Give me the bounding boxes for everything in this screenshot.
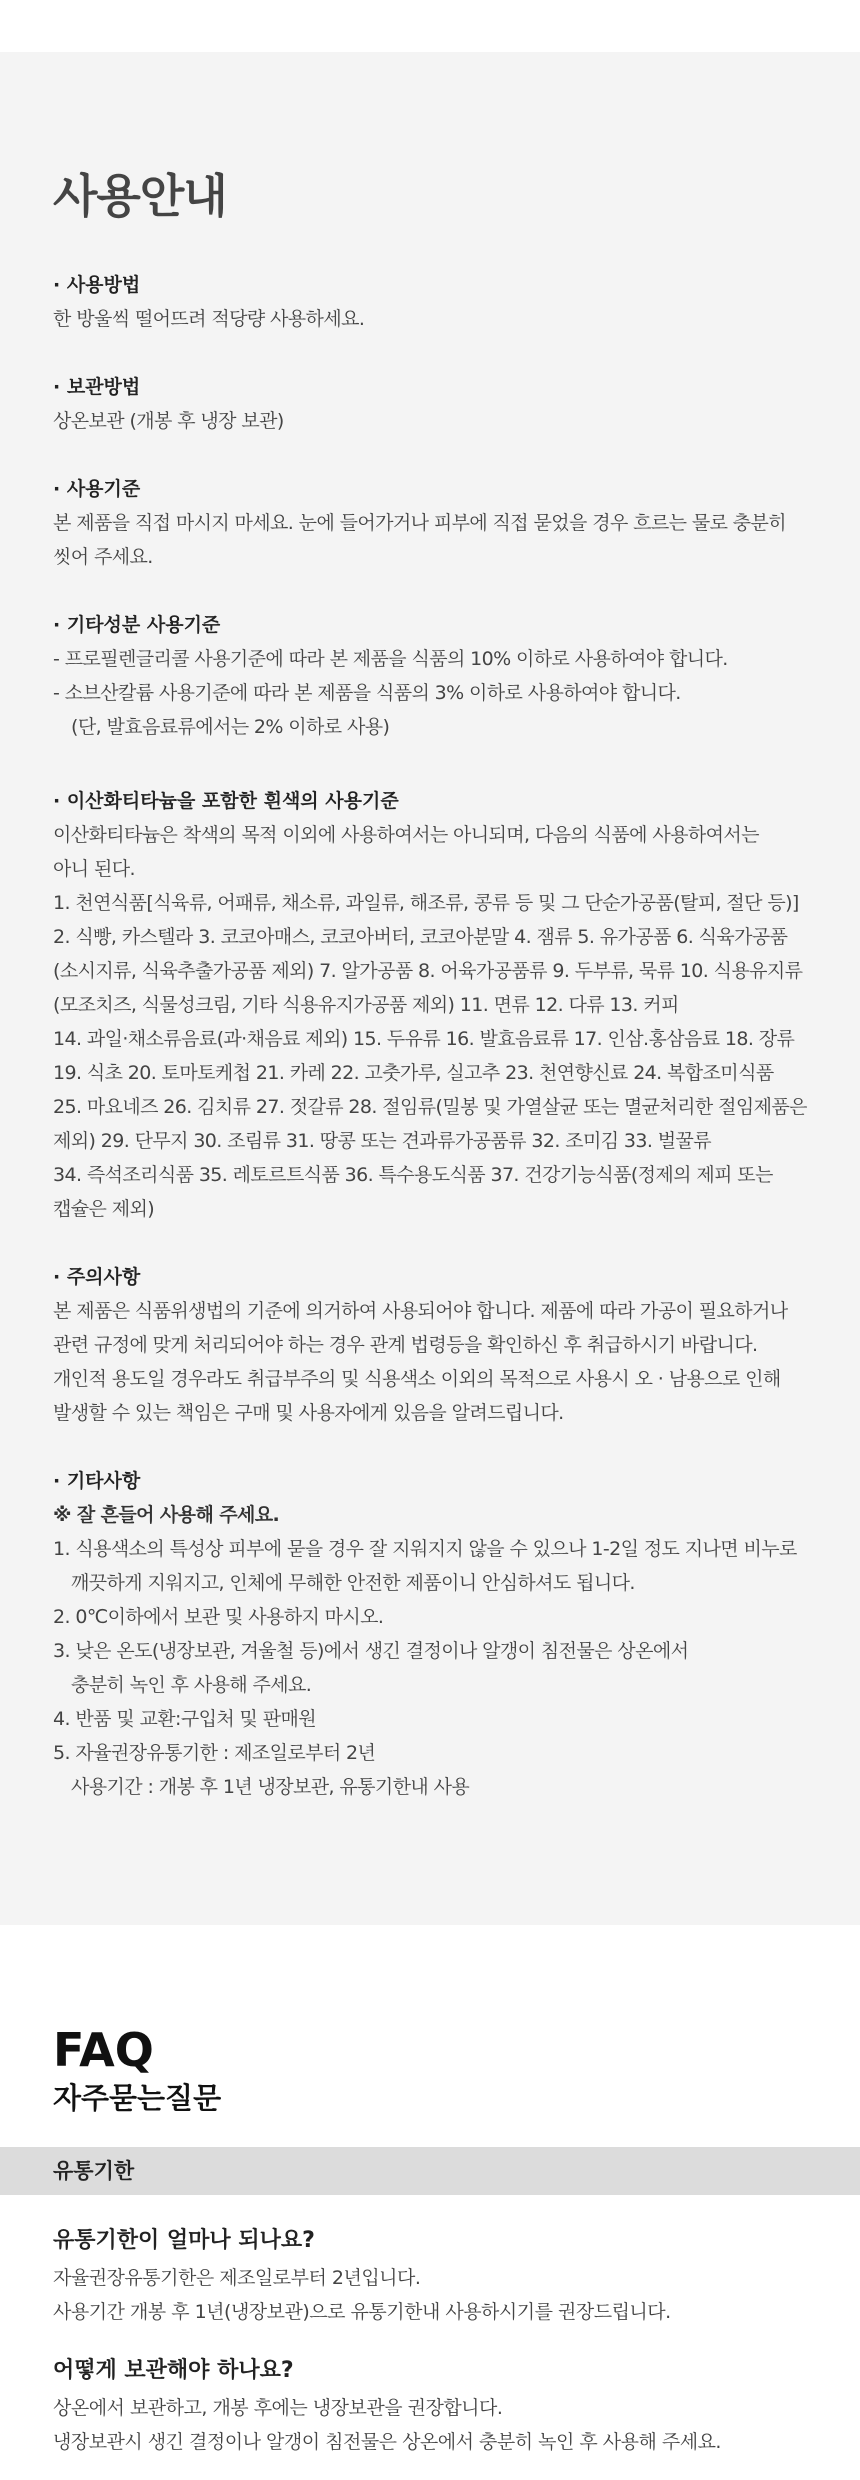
faq-question[interactable]: 유통기한이 얼마나 되나요?	[53, 2228, 315, 2253]
section-usage-standard	[53, 472, 807, 574]
faq-header	[0, 1925, 860, 2147]
section-text: 19. 식초 20. 토마토케첩 21. 카레 22. 고춧가루, 실고추 23. 천연향신료 24. 복합조미식품	[53, 1062, 774, 1084]
section-text: 깨끗하게 지워지고, 인체에 무해한 안전한 제품이니 안심하셔도 됩니다.	[71, 1572, 635, 1594]
section-text: (모조치즈, 식물성크림, 기타 식용유지가공품 제외) 11. 면류 12. 다류 13. 커피	[53, 994, 679, 1016]
section-title: · 이산화티타늄을 포함한 흰색의 사용기준	[53, 790, 399, 812]
section-text: 제외) 29. 단무지 30. 조림류 31. 땅콩 또는 견과류가공품류 32. 조미김 33. 벌꿀류	[53, 1130, 712, 1152]
section-text: 1. 식용색소의 특성상 피부에 묻을 경우 잘 지워지지 않을 수 있으나 1-2일 정도 지나면 비누로	[53, 1538, 797, 1560]
section-text: (소시지류, 식육추출가공품 제외) 7. 알가공품 8. 어육가공품류 9. 두부류, 묵류 10. 식용유지류	[53, 960, 803, 982]
faq-subtitle: 자주묻는질문	[53, 2081, 222, 2115]
section-usage-method	[53, 268, 807, 336]
section-text: 3. 낮은 온도(냉장보관, 겨울철 등)에서 생긴 결정이나 알갱이 침전물은 상온에서	[53, 1640, 689, 1662]
faq-title: FAQ	[53, 2023, 154, 2077]
faq-question[interactable]: 어떻게 보관해야 하나요?	[53, 2358, 294, 2383]
section-text: 개인적 용도일 경우라도 취급부주의 및 식용색소 이외의 목적으로 사용시 오 · 남용으로 인해	[53, 1368, 781, 1390]
usage-guide-title: 사용안내	[53, 169, 227, 223]
section-text: 34. 즉석조리식품 35. 레토르트식품 36. 특수용도식품 37. 건강기능식품(정제의 제피 또는	[53, 1164, 773, 1186]
section-text: 14. 과일·채소류음료(과·채음료 제외) 15. 두유류 16. 발효음료류 17. 인삼.홍삼음료 18. 장류	[53, 1028, 795, 1050]
section-text: 2. 0℃이하에서 보관 및 사용하지 마시오.	[53, 1606, 384, 1628]
section-text: (단, 발효음료류에서는 2% 이하로 사용)	[71, 716, 390, 738]
section-text: - 프로필렌글리콜 사용기준에 따라 본 제품을 식품의 10% 이하로 사용하여야 합니다.	[53, 648, 728, 670]
usage-guide-section	[0, 52, 860, 1925]
shake-notice: ※ 잘 흔들어 사용해 주세요.	[53, 1504, 280, 1526]
faq-item	[53, 2221, 807, 2329]
section-titanium-dioxide	[53, 784, 807, 1226]
section-title: · 보관방법	[53, 376, 141, 398]
section-text: 관련 규정에 맞게 처리되어야 하는 경우 관계 법령등을 확인하신 후 취급하시기 바랍니다.	[53, 1334, 758, 1356]
section-precautions	[53, 1260, 807, 1430]
section-text: 본 제품은 식품위생법의 기준에 의거하여 사용되어야 합니다. 제품에 따라 가공이 필요하거나	[53, 1300, 788, 1322]
section-text: 캡슐은 제외)	[53, 1198, 155, 1220]
section-text: 충분히 녹인 후 사용해 주세요.	[71, 1674, 312, 1696]
section-text: 한 방울씩 떨어뜨려 적당량 사용하세요.	[53, 308, 365, 330]
section-text: 아니 된다.	[53, 858, 135, 880]
section-text: 1. 천연식품[식육류, 어패류, 채소류, 과일류, 해조류, 콩류 등 및 그 단순가공품(탈피, 절단 등)]	[53, 892, 799, 914]
faq-list	[0, 2195, 860, 2459]
section-other-notes	[53, 1464, 807, 1804]
section-text: 상온보관 (개봉 후 냉장 보관)	[53, 410, 284, 432]
section-text: 이산화티타늄은 착색의 목적 이외에 사용하여서는 아니되며, 다음의 식품에 사용하여서는	[53, 824, 759, 846]
section-text: 4. 반품 및 교환:구입처 및 판매원	[53, 1708, 316, 1730]
usage-guide-sections	[53, 268, 807, 1804]
section-title: · 기타사항	[53, 1470, 141, 1492]
section-title: · 기타성분 사용기준	[53, 614, 221, 636]
faq-category-expiry[interactable]: 유통기한	[0, 2147, 860, 2195]
faq-answer: 자율권장유통기한은 제조일로부터 2년입니다.	[53, 2267, 421, 2289]
section-title: · 사용기준	[53, 478, 141, 500]
section-text: 사용기간 : 개봉 후 1년 냉장보관, 유통기한내 사용	[71, 1776, 470, 1798]
top-white-strip	[0, 0, 860, 52]
section-text: 5. 자율권장유통기한 : 제조일로부터 2년	[53, 1742, 376, 1764]
section-text: - 소브산칼륨 사용기준에 따라 본 제품을 식품의 3% 이하로 사용하여야 합니다.	[53, 682, 681, 704]
section-storage-method	[53, 370, 807, 438]
section-text: 발생할 수 있는 책임은 구매 및 사용자에게 있음을 알려드립니다.	[53, 1402, 564, 1424]
section-text: 씻어 주세요.	[53, 546, 153, 568]
section-title: · 사용방법	[53, 274, 141, 296]
faq-item	[53, 2351, 807, 2459]
section-other-ingredients	[53, 608, 807, 744]
section-title: · 주의사항	[53, 1266, 141, 1288]
section-text: 본 제품을 직접 마시지 마세요. 눈에 들어가거나 피부에 직접 묻었을 경우 흐르는 물로 충분히	[53, 512, 787, 534]
faq-answer: 상온에서 보관하고, 개봉 후에는 냉장보관을 권장합니다.	[53, 2397, 503, 2419]
section-text: 2. 식빵, 카스텔라 3. 코코아매스, 코코아버터, 코코아분말 4. 잼류 5. 유가공품 6. 식육가공품	[53, 926, 788, 948]
faq-answer: 사용기간 개봉 후 1년(냉장보관)으로 유통기한내 사용하시기를 권장드립니다.	[53, 2301, 671, 2323]
faq-answer: 냉장보관시 생긴 결정이나 알갱이 침전물은 상온에서 충분히 녹인 후 사용해 주세요.	[53, 2431, 721, 2453]
section-text: 25. 마요네즈 26. 김치류 27. 젓갈류 28. 절임류(밀봉 및 가열살균 또는 멸균처리한 절임제품은	[53, 1096, 807, 1118]
